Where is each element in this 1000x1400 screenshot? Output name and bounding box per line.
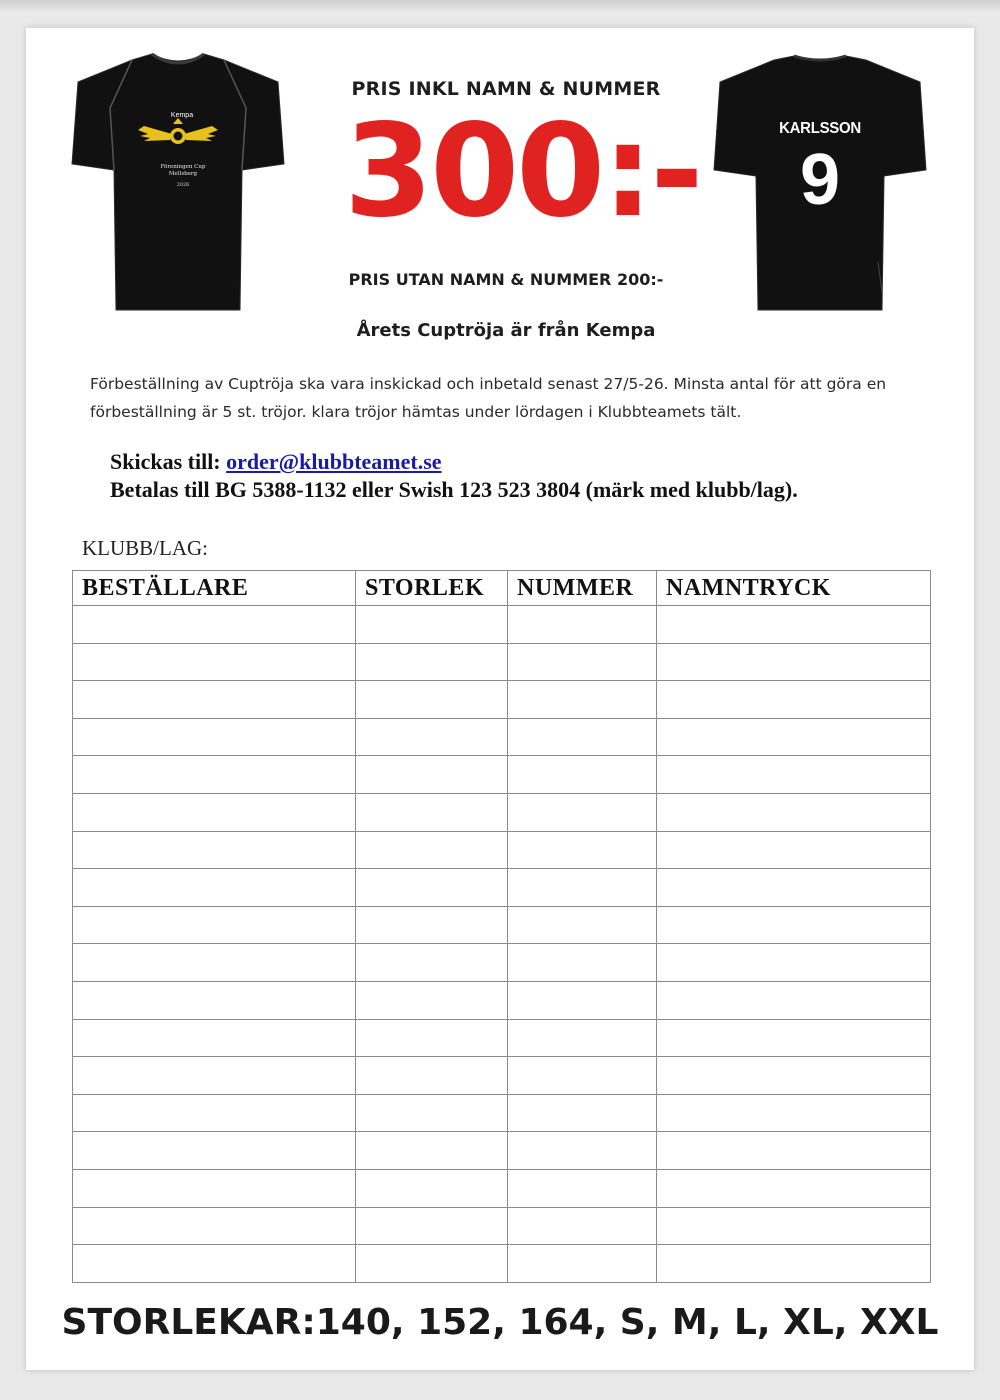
cell-bestallare[interactable] (73, 906, 356, 944)
table-row (73, 1019, 931, 1057)
cell-nummer[interactable] (508, 643, 657, 681)
crest-text-line1: Föreningen Cup (160, 164, 206, 170)
cell-storlek[interactable] (356, 718, 508, 756)
cell-nummer[interactable] (508, 831, 657, 869)
cell-namntryck[interactable] (657, 1169, 931, 1207)
cell-bestallare[interactable] (73, 944, 356, 982)
price-incl-label: PRIS INKL NAMN & NUMMER (351, 78, 661, 100)
cell-bestallare[interactable] (73, 606, 356, 644)
cell-nummer[interactable] (508, 718, 657, 756)
table-row (73, 869, 931, 907)
column-header-namntryck: NAMNTRYCK (657, 571, 931, 606)
table-row (73, 1169, 931, 1207)
cell-nummer[interactable] (508, 1132, 657, 1170)
cell-nummer[interactable] (508, 681, 657, 719)
sizes-line: STORLEKAR:140, 152, 164, S, M, L, XL, XXL (61, 1302, 939, 1343)
cell-namntryck[interactable] (657, 606, 931, 644)
column-header-nummer: NUMMER (508, 571, 657, 606)
table-row (73, 643, 931, 681)
cell-storlek[interactable] (356, 906, 508, 944)
cell-namntryck[interactable] (657, 831, 931, 869)
cell-bestallare[interactable] (73, 831, 356, 869)
front-shirt-image (70, 52, 286, 314)
order-table (72, 570, 931, 1283)
cell-storlek[interactable] (356, 1207, 508, 1245)
cell-storlek[interactable] (356, 831, 508, 869)
cell-storlek[interactable] (356, 944, 508, 982)
table-row (73, 944, 931, 982)
order-table-body (73, 606, 931, 1283)
cell-namntryck[interactable] (657, 793, 931, 831)
cell-storlek[interactable] (356, 1245, 508, 1283)
back-print-name: KARLSSON (779, 119, 861, 138)
cell-bestallare[interactable] (73, 981, 356, 1019)
cell-namntryck[interactable] (657, 1094, 931, 1132)
cell-storlek[interactable] (356, 1094, 508, 1132)
cell-nummer[interactable] (508, 756, 657, 794)
cell-bestallare[interactable] (73, 718, 356, 756)
cell-storlek[interactable] (356, 793, 508, 831)
club-label: KLUBB/LAG: (82, 536, 208, 560)
cell-namntryck[interactable] (657, 1057, 931, 1095)
table-row (73, 681, 931, 719)
price-big: 300:- (344, 97, 701, 246)
cell-bestallare[interactable] (73, 681, 356, 719)
cell-nummer[interactable] (508, 1057, 657, 1095)
cell-storlek[interactable] (356, 606, 508, 644)
brand-line: Årets Cuptröja är från Kempa (356, 320, 656, 341)
price-excl-label: PRIS UTAN NAMN & NUMMER 200:- (348, 270, 664, 289)
cell-nummer[interactable] (508, 1245, 657, 1283)
cell-bestallare[interactable] (73, 793, 356, 831)
cell-namntryck[interactable] (657, 756, 931, 794)
cell-bestallare[interactable] (73, 1094, 356, 1132)
crest-text-line2: Mellsberg (168, 171, 198, 177)
cell-nummer[interactable] (508, 1019, 657, 1057)
cell-namntryck[interactable] (657, 643, 931, 681)
cell-namntryck[interactable] (657, 906, 931, 944)
cell-namntryck[interactable] (657, 718, 931, 756)
cell-namntryck[interactable] (657, 944, 931, 982)
cell-storlek[interactable] (356, 1057, 508, 1095)
order-form-document (26, 28, 974, 1370)
column-header-bestallare: BESTÄLLARE (73, 571, 356, 606)
cell-storlek[interactable] (356, 981, 508, 1019)
column-header-storlek: STORLEK (356, 571, 508, 606)
table-row (73, 1094, 931, 1132)
cell-namntryck[interactable] (657, 1245, 931, 1283)
table-row (73, 718, 931, 756)
cell-storlek[interactable] (356, 643, 508, 681)
cell-nummer[interactable] (508, 793, 657, 831)
cell-storlek[interactable] (356, 756, 508, 794)
cell-bestallare[interactable] (73, 643, 356, 681)
cell-namntryck[interactable] (657, 981, 931, 1019)
table-row (73, 1245, 931, 1283)
cell-nummer[interactable] (508, 906, 657, 944)
cell-storlek[interactable] (356, 1132, 508, 1170)
cell-storlek[interactable] (356, 1019, 508, 1057)
cell-bestallare[interactable] (73, 1169, 356, 1207)
table-row (73, 1132, 931, 1170)
table-row (73, 756, 931, 794)
table-header-row (73, 571, 931, 606)
table-row (73, 1207, 931, 1245)
cell-nummer[interactable] (508, 981, 657, 1019)
cell-nummer[interactable] (508, 1207, 657, 1245)
table-row (73, 831, 931, 869)
cell-bestallare[interactable] (73, 1207, 356, 1245)
send-line (110, 448, 960, 476)
cell-bestallare[interactable] (73, 1245, 356, 1283)
table-row (73, 793, 931, 831)
cell-storlek[interactable] (356, 1169, 508, 1207)
cell-bestallare[interactable] (73, 869, 356, 907)
table-row (73, 981, 931, 1019)
cell-namntryck[interactable] (657, 681, 931, 719)
crest-year: 2026 (176, 182, 190, 188)
cell-namntryck[interactable] (657, 1207, 931, 1245)
back-shirt-image (712, 52, 928, 314)
cell-storlek[interactable] (356, 869, 508, 907)
top-bar (0, 0, 1000, 14)
cell-namntryck[interactable] (657, 869, 931, 907)
cell-nummer[interactable] (508, 1169, 657, 1207)
table-row (73, 606, 931, 644)
cell-namntryck[interactable] (657, 1132, 931, 1170)
cell-bestallare[interactable] (73, 1019, 356, 1057)
cell-nummer[interactable] (508, 606, 657, 644)
cell-namntryck[interactable] (657, 1019, 931, 1057)
cell-bestallare[interactable] (73, 1057, 356, 1095)
info-paragraph: Förbeställning av Cuptröja ska vara inskickad och inbetald senast 27/5-26. Minsta antal för att göra en förbeställning är 5 st. tröjor. klara tröjor hämtas under lördagen i Klubbteamets tält. (90, 375, 887, 421)
cell-bestallare[interactable] (73, 756, 356, 794)
cell-nummer[interactable] (508, 944, 657, 982)
table-row (73, 1057, 931, 1095)
kempa-logo: Kempa (170, 112, 194, 119)
cell-nummer[interactable] (508, 1094, 657, 1132)
payment-line: Betalas till BG 5388-1132 eller Swish 123 523 3804 (märk med klubb/lag). (110, 477, 798, 502)
crest-text (140, 164, 226, 178)
cell-storlek[interactable] (356, 681, 508, 719)
cell-nummer[interactable] (508, 869, 657, 907)
cell-bestallare[interactable] (73, 1132, 356, 1170)
back-print-number: 9 (799, 140, 841, 220)
contact-block (110, 448, 960, 504)
send-label: Skickas till: (110, 449, 221, 474)
table-row (73, 906, 931, 944)
email-link[interactable]: order@klubbteamet.se (226, 449, 442, 474)
